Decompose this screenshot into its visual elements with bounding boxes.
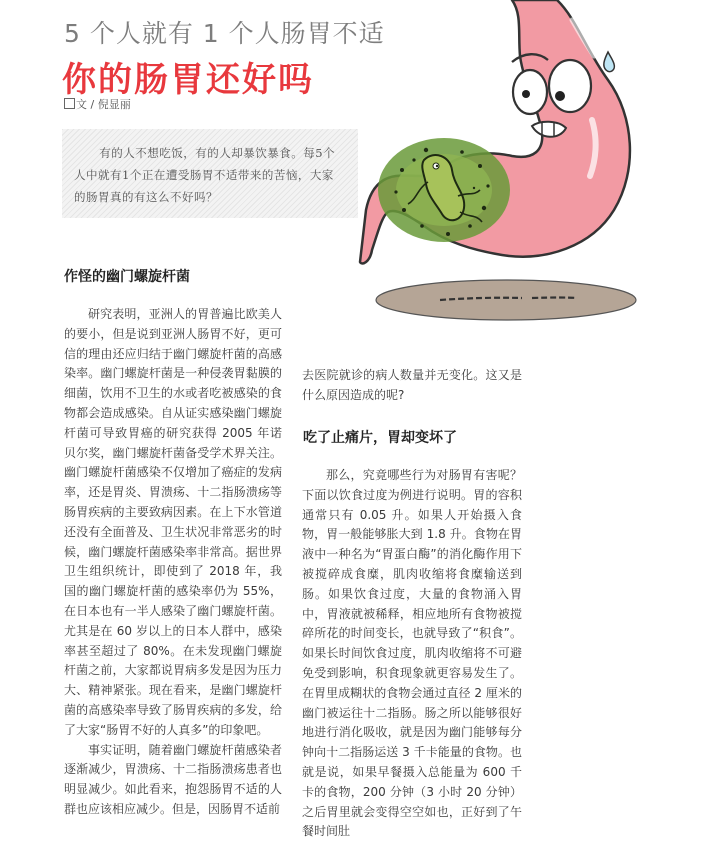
paragraph: 那么，究竟哪些行为对肠胃有害呢？下面以饮食过度为例进行说明。胃的容积通常只有 0.05 升。如果人开始摄入食物，胃一般能够胀大到 1.8 升。食物在胃液中一种名为“胃蛋白酶”的消化酶作用下被搅碎成食糜，肌肉收缩将食糜输送到肠。如果饮食过度，大量的食物涌入胃中，胃液就被稀释，相应地所有食物被搅碎所花的时间变长，也就导致了“积食”。如果长时间饮食过度，肌肉收缩将不可避免受到影响，积食现象就更容易发生了。在胃里成糊状的食物会通过直径 2 厘米的幽门被运往十二指肠。肠之所以能够很好地进行消化吸收，就是因为幽门能够每分钟向十二指肠运送 3 千卡能量的食物。也就是说，如果早餐摄入总能量为 600 千卡的食物，200 分钟（3 小时 20 分钟）之后胃里就会变得空空如也，正好到了午餐时间肚 [302,468,522,839]
paragraph: 事实证明，随着幽门螺旋杆菌感染者逐渐减少，胃溃疡、十二指肠溃疡患者也明显减少。如此看来，抱怨肠胃不适的人群也应该相应减少。但是，因肠胃不适前 [64,742,282,816]
body-column-right [302,466,522,839]
stomach-illustration [362,0,701,330]
article-headline: 你的肠胃还好吗 [62,60,314,100]
paragraph-continuation: 去医院就诊的病人数量并无变化。这又是什么原因造成的呢? [302,368,522,402]
paragraph: 研究表明，亚洲人的胃普遍比欧美人的要小，但是说到亚洲人肠胃不好，更可信的理由还应归结于幽门螺旋杆菌的高感染率。幽门螺旋杆菌是一种侵袭胃黏膜的细菌，饮用不卫生的水或者吃被感染的食物都会造成感染。自从证实感染幽门螺旋杆菌可导致胃癌的研究获得 2005 年诺贝尔奖，幽门螺旋杆菌备受学术界关注。幽门螺旋杆菌感染不仅增加了癌症的发病率，还是胃炎、胃溃疡、十二指肠溃疡等肠胃疾病的主要致病因素。在上下水管道还没有全面普及、卫生状况非常恶劣的时候，幽门螺旋杆菌感染率非常高。据世界卫生组织统计，即使到了 2018 年，我国的幽门螺旋杆菌的感染率仍为 55%，在日本也有一半人感染了幽门螺旋杆菌。尤其是在 60 岁以上的日本人群中，感染率甚至超过了 80%。在未发现幽门螺旋杆菌之前，大家都说胃病多发是因为压力大、精神紧张。现在看来，是幽门螺旋杆菌的高感染率导致了肠胃疾病的多发，给了大家“肠胃不好的人真多”的印象吧。 [64,307,282,737]
intro-box: 有的人不想吃饭，有的人却暴饮暴食。每5个人中就有1个正在遭受肠胃不适带来的苦恼，大家的肠胃真的有这么不好吗？ [62,129,358,218]
byline [64,96,131,112]
stomach-eye-right [549,60,591,112]
body-column-right-top [302,366,522,408]
article-kicker: 5 个人就有 1 个人肠胃不适 [64,19,385,48]
byline-box-icon [64,98,75,109]
byline-text: 文 / 倪显丽 [76,98,131,111]
section-heading-bacteria: 作怪的幽门螺旋杆菌 [64,269,190,285]
section-heading-painkiller: 吃了止痛片，胃却变坏了 [303,430,457,446]
sweat-drop-icon [604,52,615,72]
body-column-left [64,305,282,825]
shadow-ellipse [376,280,636,320]
stomach-mouth [532,122,566,137]
stomach-eye-left [513,70,547,114]
